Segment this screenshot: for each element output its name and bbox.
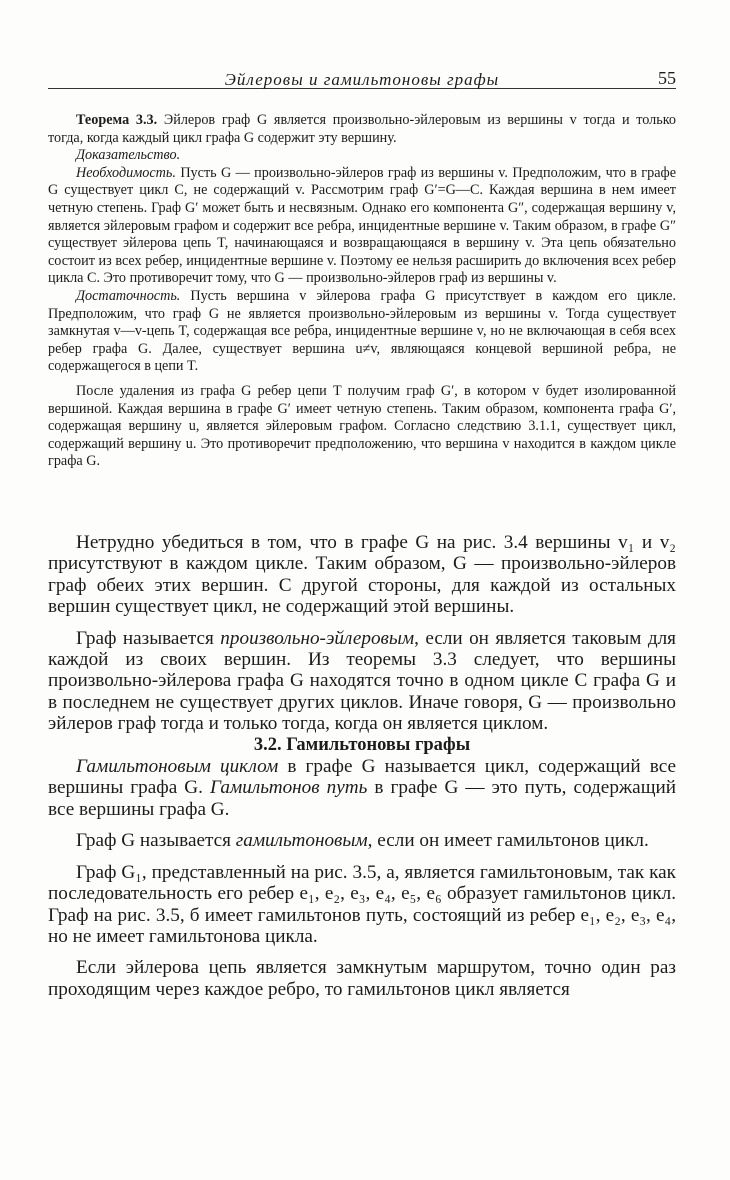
section-paragraph-1	[48, 756, 676, 820]
term-hamiltonian-path: Гамильтонов путь	[210, 777, 368, 799]
running-head	[48, 64, 676, 89]
theorem-label: Теорема 3.3.	[76, 112, 158, 128]
body-paragraph-2	[48, 628, 676, 735]
proof-label: Доказательство.	[76, 147, 181, 164]
term-hamiltonian-cycle: Гамильтоновым циклом	[76, 756, 279, 778]
theorem-statement: Эйлеров граф G является произвольно-эйлеровым из вершины v тогда и только тогда, когда каждый цикл графа G содержит эту вершину.	[48, 112, 676, 146]
theorem-paragraph	[48, 112, 676, 147]
proof-label-paragraph	[48, 147, 676, 165]
sufficiency-paragraph	[48, 288, 676, 376]
body-paragraph-1: Нетрудно убедиться в том, что в графе G на рис. 3.4 вершины v₁ и v₂ присутствуют в каждом цикле. Таким образом, G — произвольно-эйлеров граф обеих этих вершин. С другой стороны, для каждой из остальных вершин существует цикл, не содержащий этой вершины.	[48, 532, 676, 618]
sufficiency-text: Пусть вершина v эйлерова графа G присутствует в каждом его цикле. Предположим, что граф G не является произвольно-эйлеровым из вершины v. Тогда существует замкнутая v—v-цепь T, содержащая все ребра, инцидентные вершине v, но не включающая в себя всех ребер графа G. Далее, существует вершина u≠v, являющаяся концевой вершиной ребра, не содержащегося в цепи T.	[48, 287, 676, 375]
term-arbitrarily-eulerian: произвольно-эйлеровым	[220, 627, 415, 649]
page-number: 55	[658, 68, 676, 88]
body-p2-end: , если он является таковым для каждой из своих вершин. Из теоремы 3.3 следует, что вершины произвольно-эйлерова графа G находятся точно в одном цикле C графа G и в последнем не существует других циклов. Иначе говоря, G — произвольно эйлеров граф тогда и только тогда, когда он является циклом.	[48, 627, 677, 735]
section-p2-end: , если он имеет гамильтонов цикл.	[367, 830, 649, 852]
section-p1-end: в графе G — это путь, содержащий все вершины графа G.	[48, 777, 676, 820]
section-heading: 3.2. Гамильтоновы графы	[253, 734, 471, 755]
main-text	[48, 532, 676, 1000]
section-paragraph-4: Если эйлерова цепь является замкнутым маршрутом, точно один раз проходящим через каждое ребро, то гамильтонов цикл является	[48, 957, 676, 1000]
sufficiency-label: Достаточность.	[76, 287, 181, 304]
necessity-label: Необходимость.	[76, 164, 176, 181]
term-hamiltonian: гамильтоновым	[235, 830, 368, 852]
running-title: Эйлеровы и гамильтоновы графы	[224, 70, 500, 89]
sufficiency-paragraph-2: После удаления из графа G ребер цепи T получим граф G′, в котором v будет изолированной вершиной. Каждая вершина в графе G′ имеет четную степень. Таким образом, компонента графа G′, содержащая вершину u, является эйлеровым графом. Согласно следствию 3.1.1, существует цикл, содержащий вершину u. Это противоречит предположению, что вершина v находится в каждом цикле графа G.	[48, 382, 676, 470]
necessity-paragraph	[48, 165, 676, 288]
section-p2-start: Граф G называется	[76, 830, 236, 852]
section-paragraph-2	[48, 830, 676, 851]
section-p1-mid: в графе G называется цикл, содержащий все вершины графа G.	[48, 756, 676, 799]
body-p2-start: Граф называется	[76, 627, 221, 649]
section-paragraph-3: Граф G₁, представленный на рис. 3.5, а, является гамильтоновым, так как последовательность его ребер e₁, e₂, e₃, e₄, e₅, e₆ образует гамильтонов цикл. Граф на рис. 3.5, б имеет гамильтонов путь, состоящий из ребер e₁, e₂, e₃, e₄, но не имеет гамильтонова цикла.	[48, 861, 676, 947]
necessity-text: Пусть G — произвольно-эйлеров граф из вершины v. Предположим, что в графе G существует цикл C, не содержащий v. Рассмотрим граф G′=G—C. Каждая вершина в нем имеет четную степень. Граф G′ может быть и несвязным. Однако его компонента G″, содержащая вершину v, является эйлеровым графом и содержит все ребра, инцидентные вершине v. Таким образом, в графе G″ существует эйлерова цепь T, начинающаяся и возвращающаяся в вершину v. Эта цепь обязательно состоит из всех ребер, инцидентные вершине v. Поэтому ее нельзя расширить до включения всех ребер цикла C. Это противоречит тому, что G — произвольно-эйлеров граф из вершины v.	[48, 164, 676, 287]
theorem-block	[48, 112, 676, 471]
